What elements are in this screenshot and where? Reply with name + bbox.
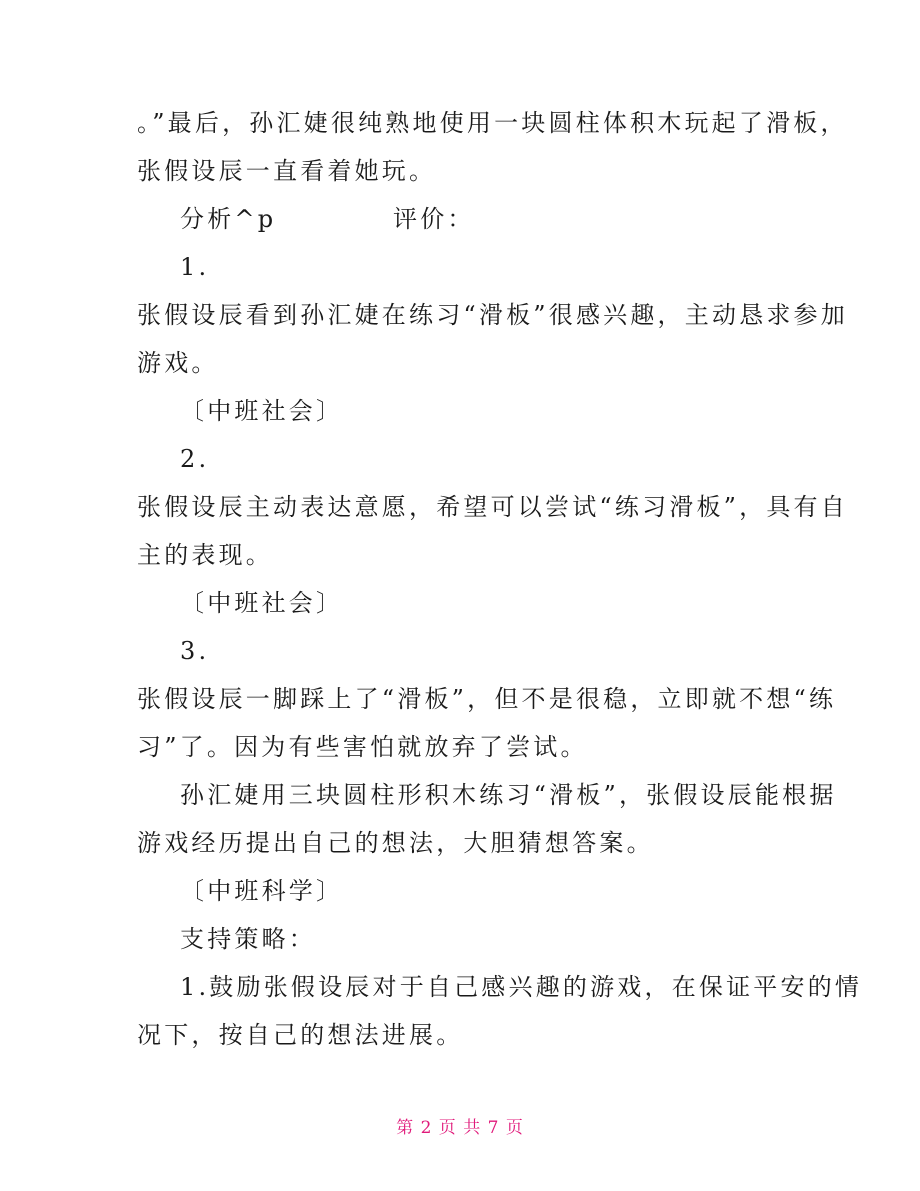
paragraph-line: 张假设辰主动表达意愿，希望可以尝试“练习滑板”，具有自 [137, 493, 848, 521]
paragraph-line: 主的表现。 [137, 541, 273, 569]
item-number: 3. [180, 637, 210, 665]
page-footer: 第 2 页 共 7 页 [396, 1118, 524, 1138]
paragraph-line: 游戏。 [137, 349, 219, 377]
paragraph-line: 张假设辰一直看着她玩。 [137, 157, 437, 185]
paragraph-line: 。”最后，孙汇婕很纯熟地使用一块圆柱体积木玩起了滑板， [137, 109, 848, 137]
item-number: 1. [180, 253, 210, 281]
paragraph-line: 张假设辰看到孙汇婕在练习“滑板”很感兴趣，主动恳求参加 [137, 301, 848, 329]
item-number: 2. [180, 445, 210, 473]
paragraph-line: 1.鼓励张假设辰对于自己感兴趣的游戏，在保证平安的情 [180, 973, 863, 1001]
paragraph-line: 张假设辰一脚踩上了“滑板”，但不是很稳，立即就不想“练 [137, 685, 837, 713]
paragraph-line: 习”了。因为有些害怕就放弃了尝试。 [137, 733, 588, 761]
analysis-heading-line [180, 204, 475, 234]
category-tag: 〔中班社会〕 [180, 589, 344, 617]
paragraph-line: 况下，按自己的想法进展。 [137, 1021, 464, 1049]
paragraph-line: 孙汇婕用三块圆柱形积木练习“滑板”，张假设辰能根据 [180, 781, 837, 809]
analysis-label: 分析^p [180, 205, 277, 233]
section-heading: 支持策略： [180, 925, 316, 953]
category-tag: 〔中班科学〕 [180, 877, 344, 905]
category-tag: 〔中班社会〕 [180, 397, 344, 425]
paragraph-line: 游戏经历提出自己的想法，大胆猜想答案。 [137, 829, 654, 857]
evaluation-label: 评价： [393, 205, 475, 233]
